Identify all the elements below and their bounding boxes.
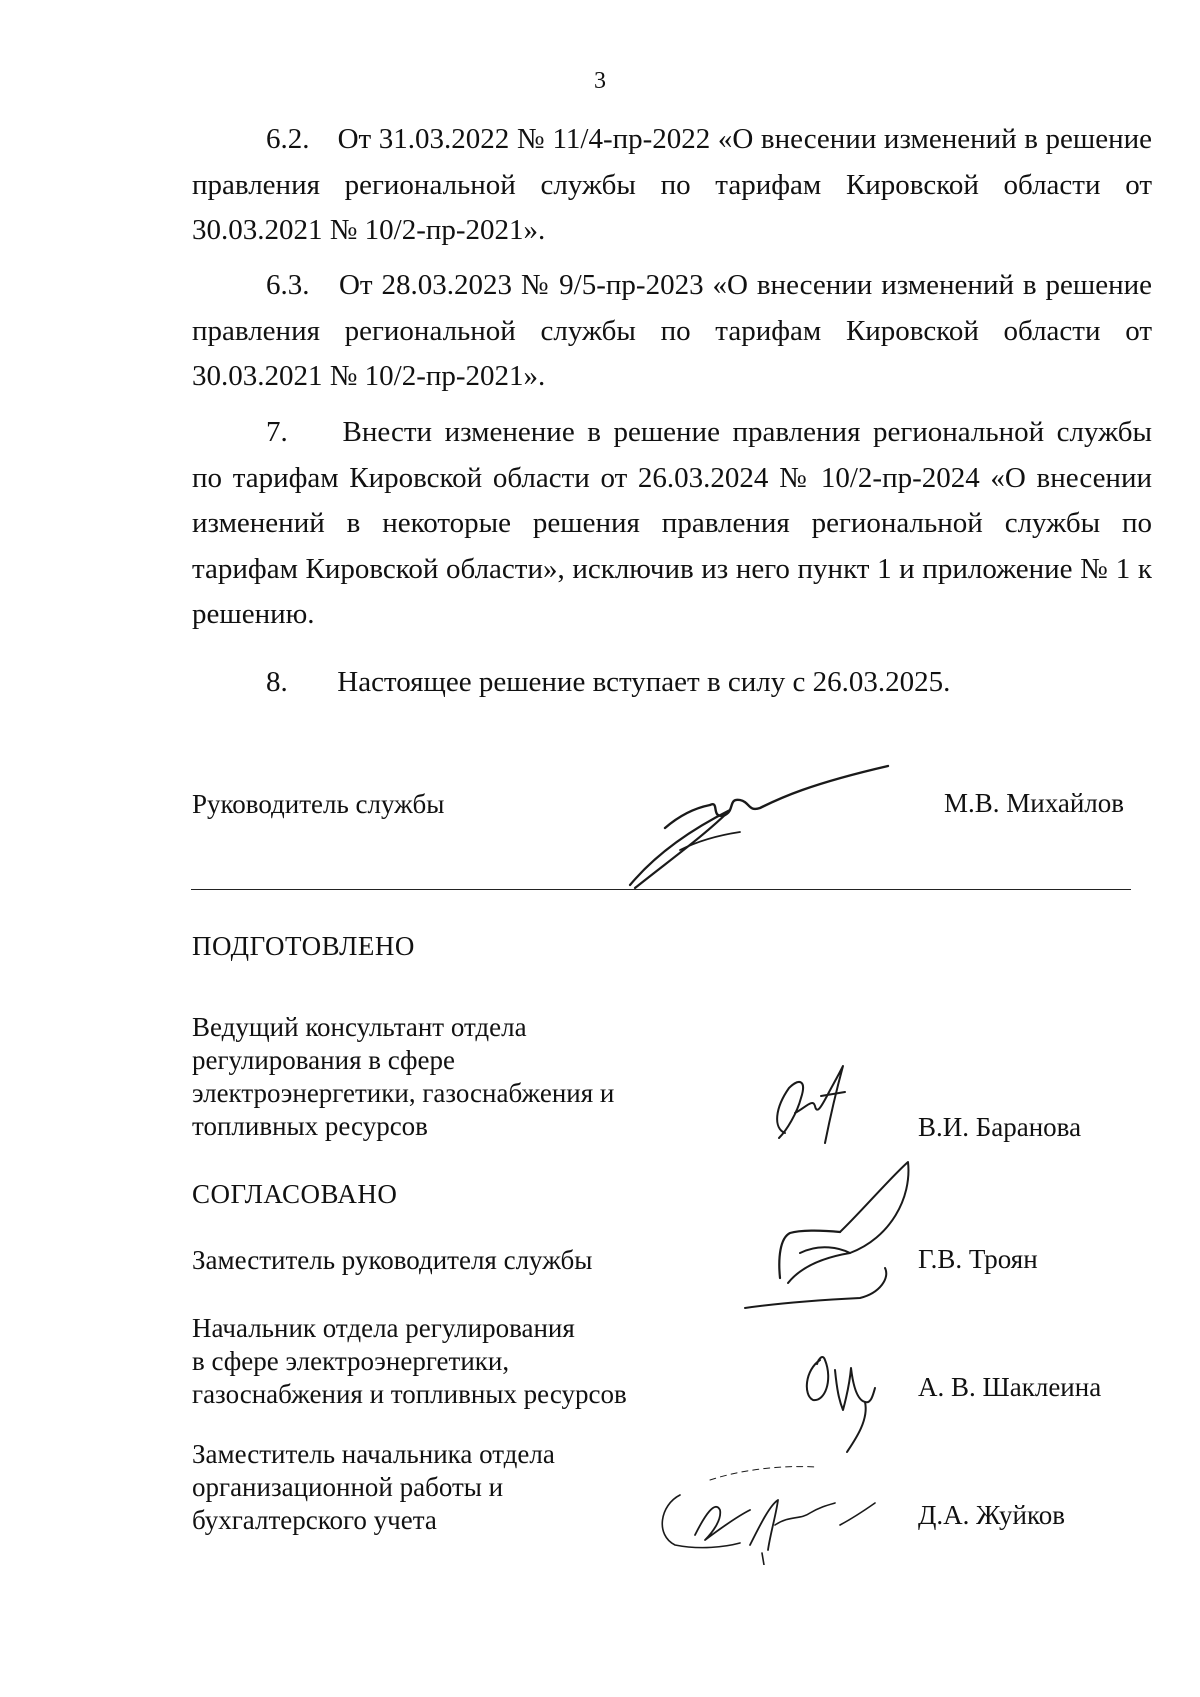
head-name: М.В. Михайлов [944,788,1125,818]
agreed-name-3: Д.А. Жуйков [918,1500,1065,1530]
paragraph-number: 8. [266,666,288,698]
agreed-position-1: Заместитель руководителя службы [192,1245,593,1275]
signature-divider [191,889,1131,890]
paragraph-7 [192,410,1152,638]
paragraph-number: 6.3. [266,269,310,301]
paragraph-6-2 [192,117,1152,254]
paragraph-number: 7. [266,416,288,448]
head-position: Руководитель службы [192,789,445,819]
paragraph-6-3 [192,263,1152,400]
prepared-name: В.И. Баранова [918,1112,1082,1142]
agreed-name-2: А. В. Шаклеина [918,1372,1102,1402]
prepared-signature-icon [765,1058,865,1148]
agreed-heading: СОГЛАСОВАНО [192,1179,398,1209]
agreed-signature-3-icon [650,1455,890,1565]
agreed-position-2: Начальник отдела регулирования в сфере электроэнергетики, газоснабжения и топливных ресурсов [192,1313,627,1409]
paragraph-text: От 28.03.2023 № 9/5-пр-2023 «О внесении изменений в решение правления региональной службы по тарифам Кировской области от 30.03.2021 № 10/2-пр-2021». [192,269,1153,392]
agreed-signature-1-icon [740,1158,920,1318]
prepared-heading: ПОДГОТОВЛЕНО [192,931,415,961]
paragraph-number: 6.2. [266,123,310,155]
agreed-signature-2-icon [795,1340,905,1460]
paragraph-text: Внести изменение в решение правления региональной службы по тарифам Кировской области от 26.03.2024 № 10/2-пр-2024 «О внесении изменений в некоторые решения правления региональной службы по тарифам Кировской области», исключив из него пункт 1 и приложение № 1 к решению. [192,416,1153,630]
paragraph-text: Настоящее решение вступает в силу с 26.03.2025. [337,666,951,698]
prepared-position: Ведущий консультант отдела регулирования в сфере электроэнергетики, газоснабжения и топливных ресурсов [192,1012,615,1141]
agreed-position-3: Заместитель начальника отдела организационной работы и бухгалтерского учета [192,1439,555,1535]
head-signature-icon [610,760,900,895]
paragraph-text: От 31.03.2022 № 11/4-пр-2022 «О внесении изменений в решение правления региональной службы по тарифам Кировской области от 30.03.2021 № 10/2-пр-2021». [192,123,1153,246]
agreed-name-1: Г.В. Троян [918,1244,1038,1274]
page-number: 3 [594,68,606,94]
paragraph-8 [192,660,1152,706]
